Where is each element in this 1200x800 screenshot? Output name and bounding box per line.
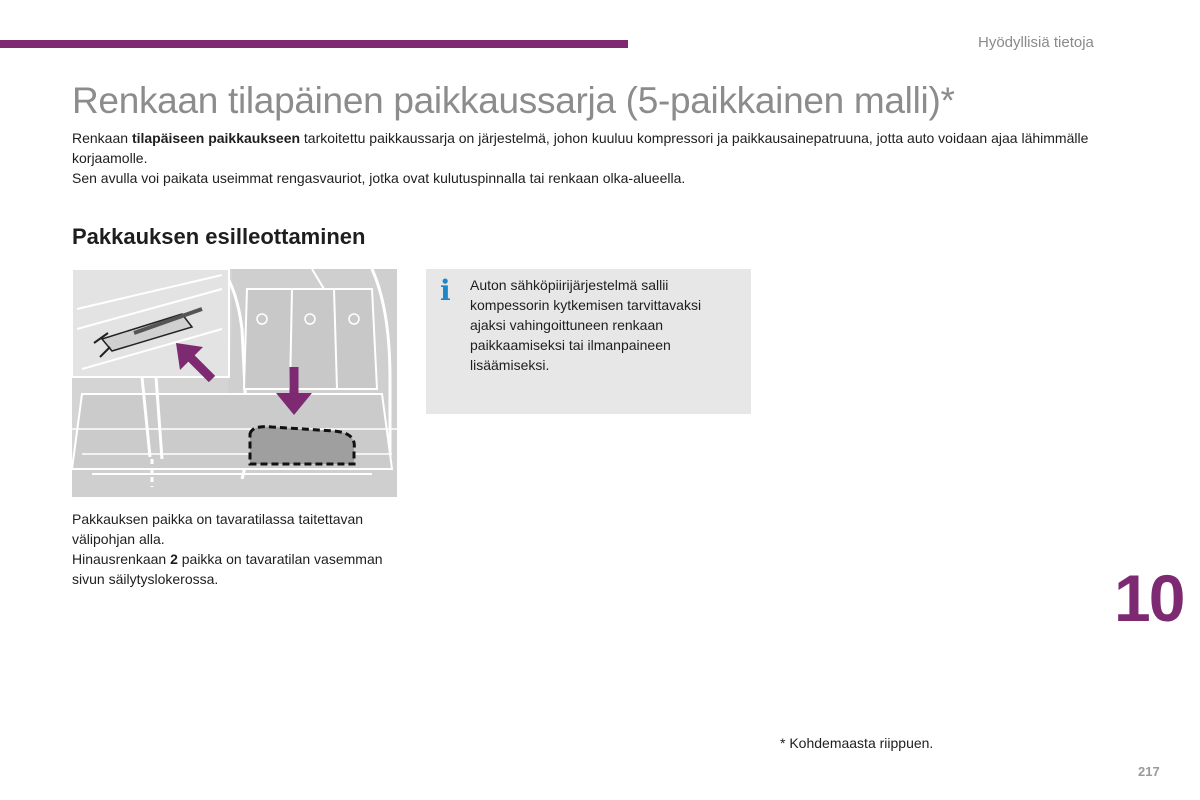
trunk-illustration — [72, 269, 397, 497]
page-title: Renkaan tilapäinen paikkaussarja (5-paikkainen malli)* — [72, 80, 955, 121]
caption-line-2 — [72, 549, 402, 589]
intro-bold-term: tilapäiseen paikkaukseen — [131, 130, 301, 146]
footnote: * Kohdemaasta riippuen. — [780, 735, 934, 751]
illustration-caption — [72, 509, 402, 589]
caption-line-1: Pakkauksen paikka on tavaratilassa taitettavan välipohjan alla. — [72, 511, 364, 547]
intro-text — [72, 128, 1102, 188]
section-heading: Pakkauksen esilleottaminen — [72, 224, 366, 249]
page-number: 217 — [1138, 764, 1160, 779]
trunk-drawing — [72, 269, 397, 497]
info-box — [426, 269, 751, 414]
caption-text-end: paikka on tavaratilan vasemman sivun säilytyslokerossa. — [72, 551, 383, 587]
intro-paragraph-1 — [72, 128, 1102, 168]
caption-text-start: Hinausrenkaan — [72, 551, 171, 567]
caption-bold-number: 2 — [170, 551, 178, 567]
intro-text-start: Renkaan — [72, 130, 132, 146]
info-icon: i — [440, 274, 451, 307]
section-header: Hyödyllisiä tietoja — [978, 34, 1094, 51]
intro-paragraph-2: Sen avulla voi paikata useimmat rengasvauriot, jotka ovat kulutuspinnalla tai renkaan olka-alueella. — [72, 170, 686, 186]
info-text: Auton sähköpiirijärjestelmä sallii kompessorin kytkemisen tarvittavaksi ajaksi vahingoittuneen renkaan paikkaamiseksi tai ilmanpaineen lisäämiseksi. — [470, 277, 702, 373]
chapter-number: 10 — [1114, 561, 1184, 635]
intro-text-end: tarkoitettu paikkaussarja on järjestelmä, johon kuuluu kompressori ja paikkausainepatruuna, jotta auto voidaan ajaa lähimmälle korjaamolle. — [72, 130, 1089, 166]
header-accent-bar — [0, 40, 628, 48]
